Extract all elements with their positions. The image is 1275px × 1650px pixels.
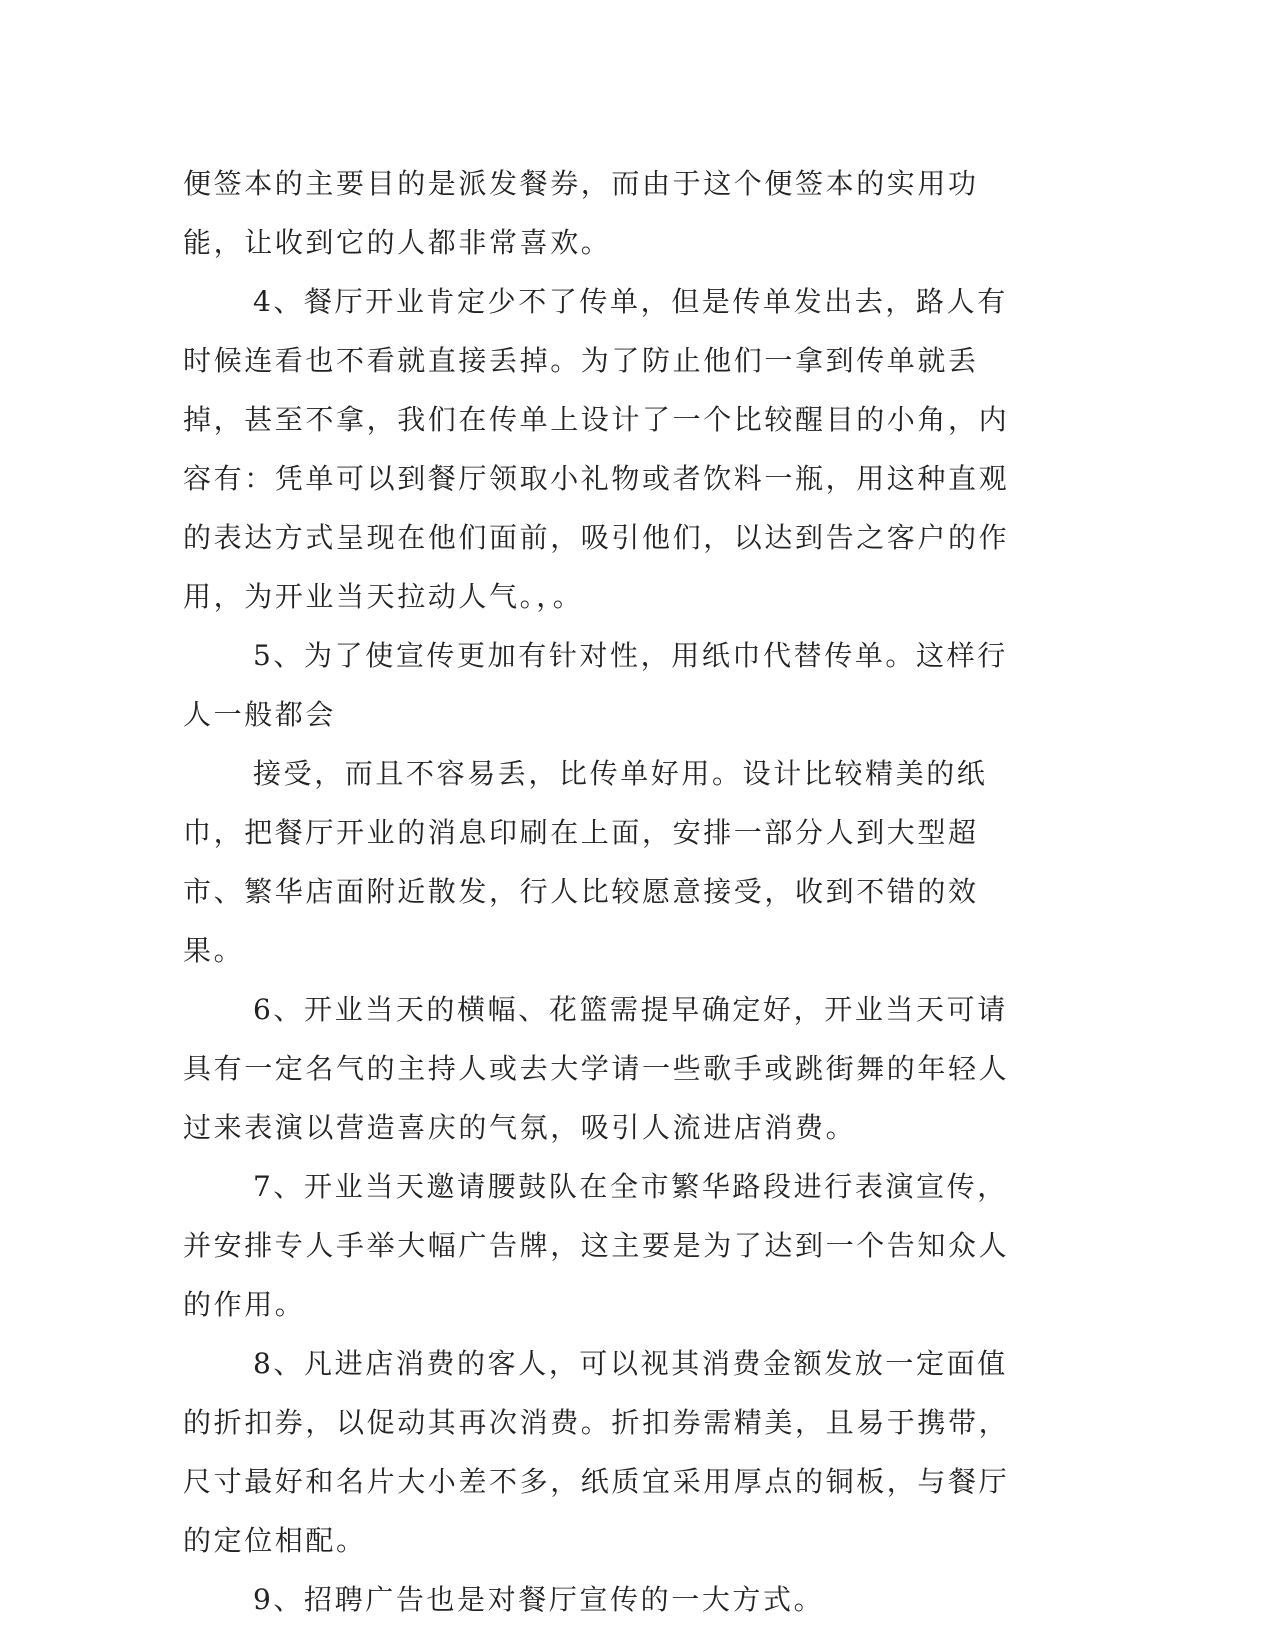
document-body bbox=[183, 154, 1033, 1629]
paragraph-item-9-recruitment-ads: 9、招聘广告也是对餐厅宣传的一大方式。 bbox=[253, 1583, 825, 1616]
paragraph-item-5-tissues: 5、为了使宣传更加有针对性，用纸巾代替传单。这样行人一般都会 bbox=[183, 639, 1008, 731]
paragraph-item-4-flyers: 4、餐厅开业肯定少不了传单，但是传单发出去，路人有时候连看也不看就直接丢掉。为了防止他们一拿到传单就丢掉，甚至不拿，我们在传单上设计了一个比较醒目的小角，内容有：凭单可以到餐厅领取小礼物或者饮料一瓶，用这种直观的表达方式呈现在他们面前，吸引他们，以达到告之客户的作用，为开业当天拉动人气。，。 bbox=[183, 285, 1010, 613]
paragraph-item-5-continued: 接受，而且不容易丢，比传单好用。设计比较精美的纸巾，把餐厅开业的消息印刷在上面，安排一部分人到大型超市、繁华店面附近散发，行人比较愿意接受，收到不错的效果。 bbox=[183, 757, 988, 967]
paragraph-item-8-discount-coupons: 8、凡进店消费的客人，可以视其消费金额发放一定面值的折扣券，以促动其再次消费。折扣券需精美，且易于携带，尺寸最好和名片大小差不多，纸质宜采用厚点的铜板，与餐厅的定位相配。 bbox=[183, 1347, 1010, 1557]
paragraph-notepad-coupons: 便签本的主要目的是派发餐券，而由于这个便签本的实用功能，让收到它的人都非常喜欢。 bbox=[183, 167, 979, 259]
paragraph-item-7-drum-team: 7、开业当天邀请腰鼓队在全市繁华路段进行表演宣传，并安排专人手举大幅广告牌，这主要是为了达到一个告知众人的作用。 bbox=[183, 1170, 1010, 1321]
paragraph-item-6-banners: 6、开业当天的横幅、花篮需提早确定好，开业当天可请具有一定名气的主持人或去大学请一些歌手或跳街舞的年轻人过来表演以营造喜庆的气氛，吸引人流进店消费。 bbox=[183, 993, 1010, 1144]
